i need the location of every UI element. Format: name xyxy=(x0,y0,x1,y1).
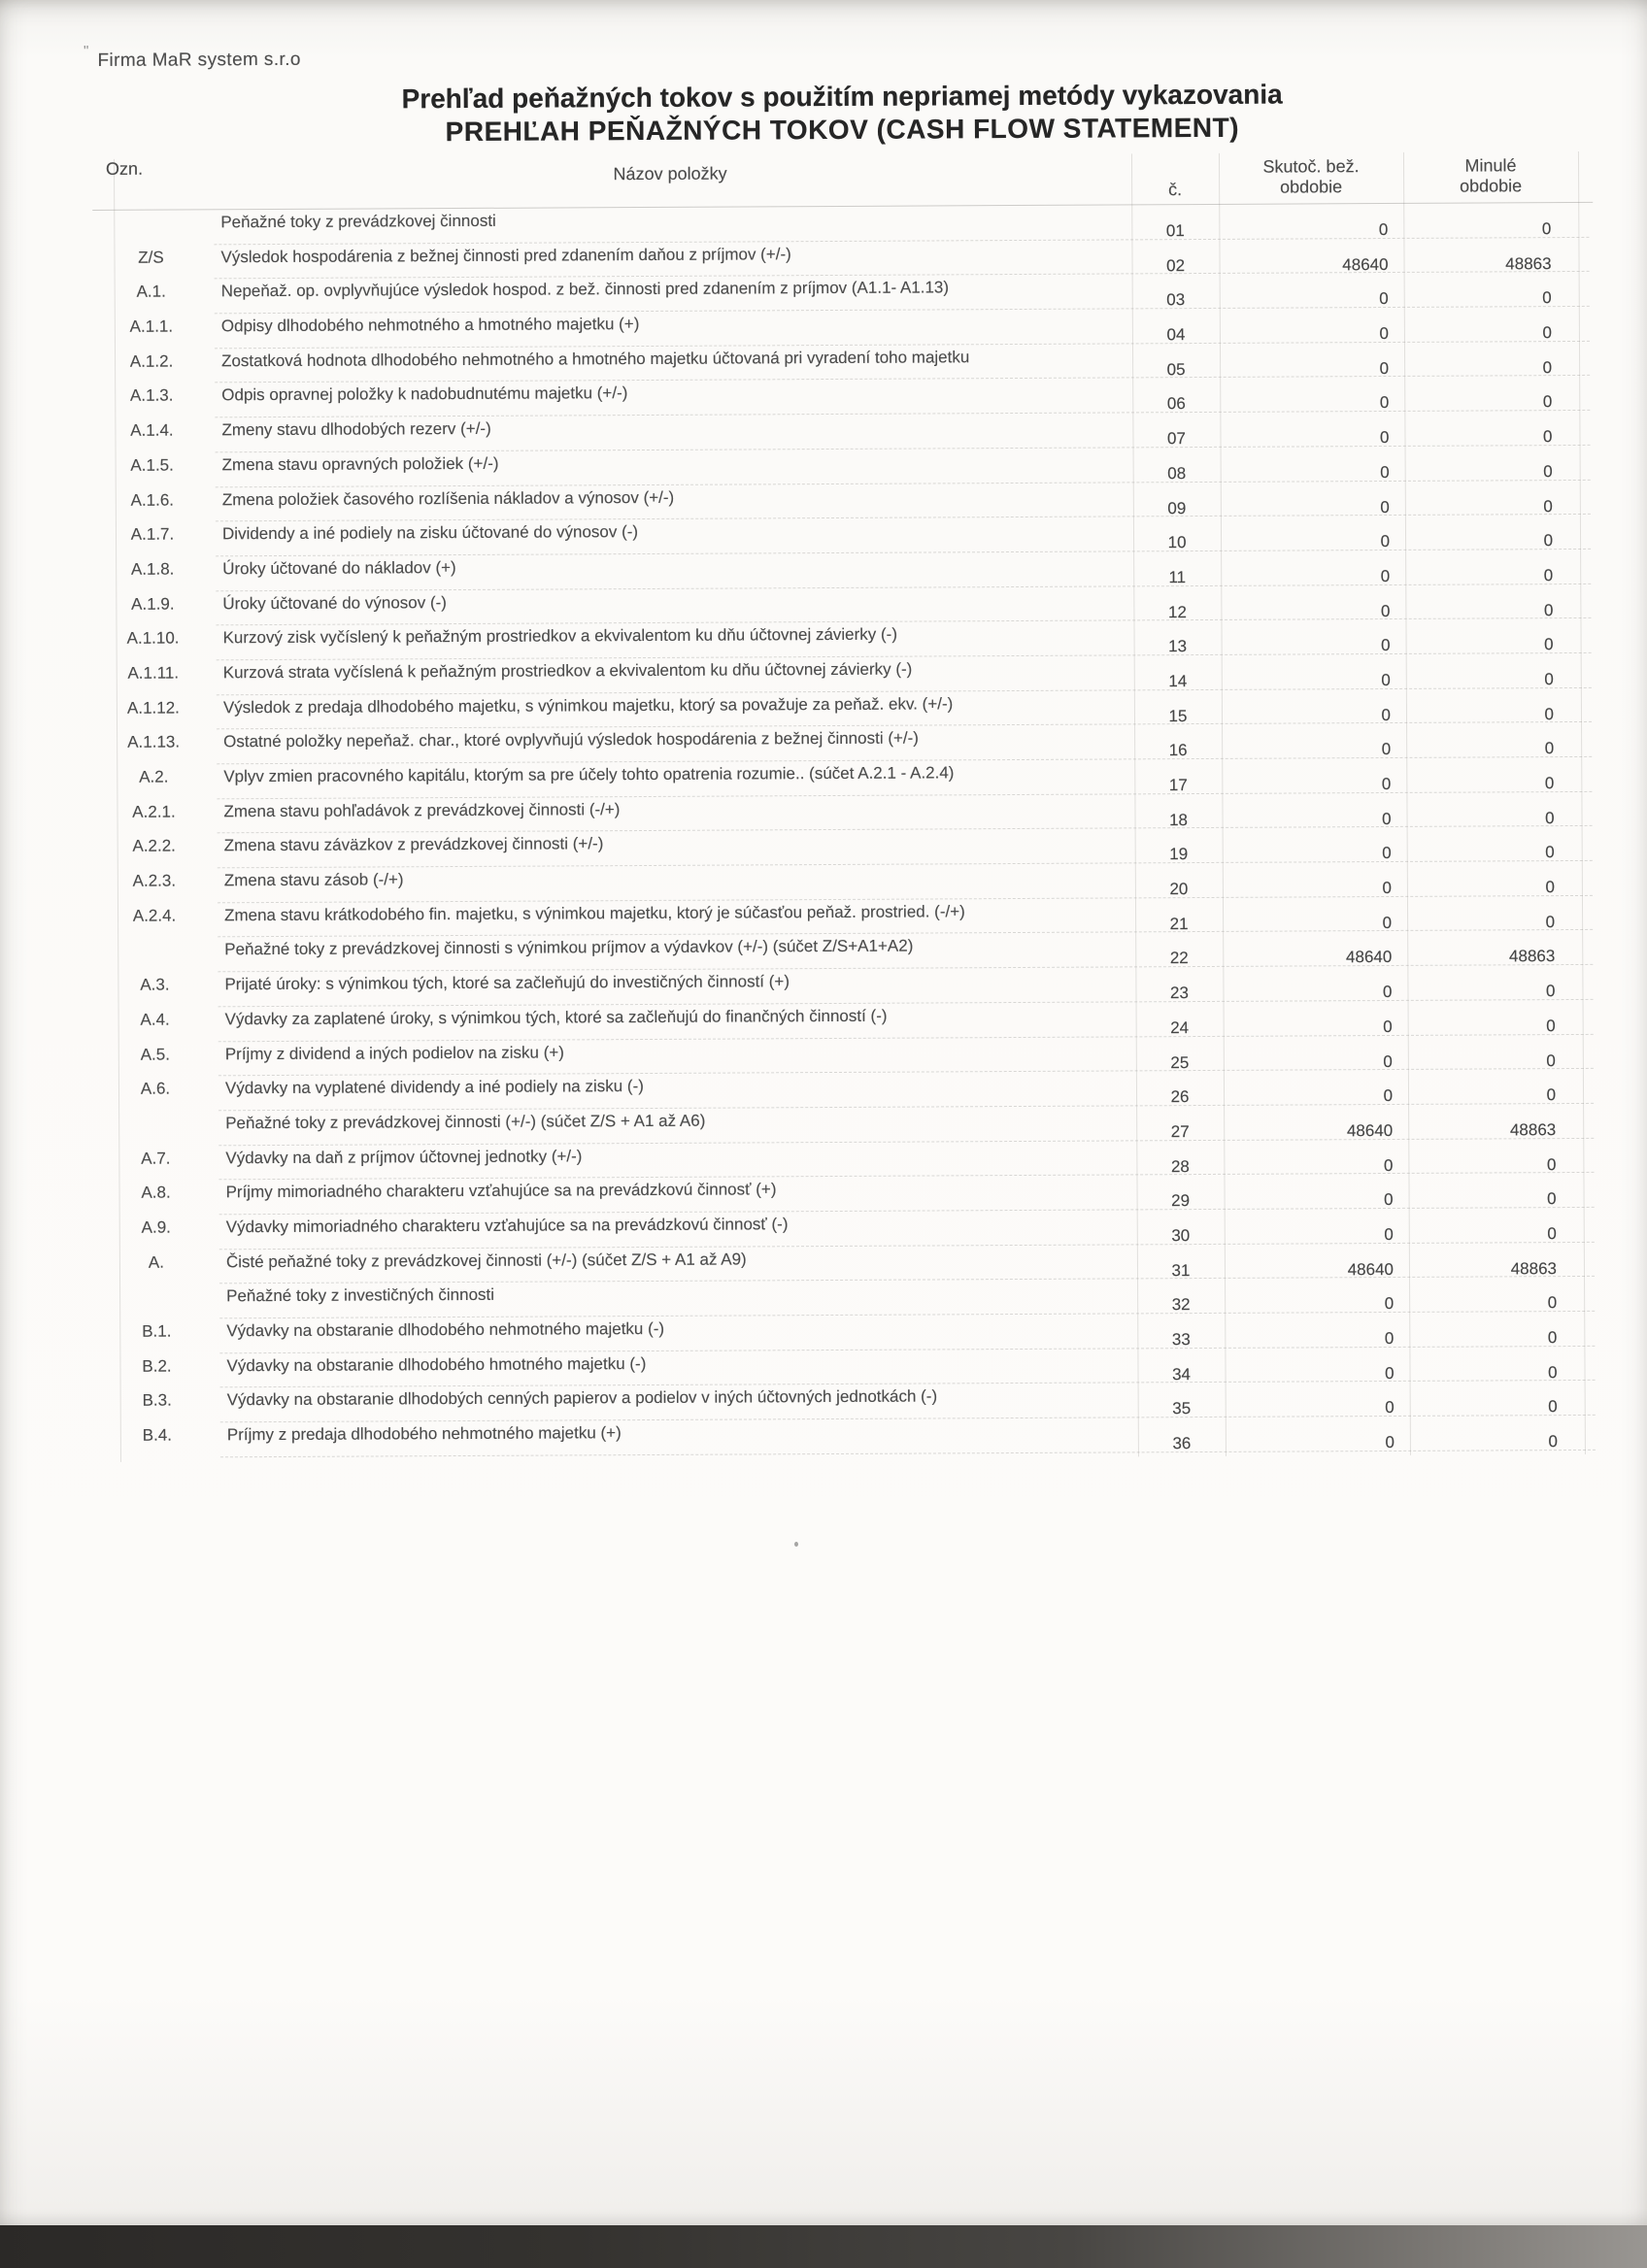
row-ozn: Z/S xyxy=(138,248,164,267)
header-name: Názov položky xyxy=(613,163,727,184)
row-number: 07 xyxy=(1166,429,1186,449)
row-label: Peňažné toky z investičných činnosti xyxy=(226,1285,495,1306)
cashflow-rows xyxy=(92,203,1599,1468)
row-previous-value: 48863 xyxy=(1505,253,1552,274)
row-number: 32 xyxy=(1171,1295,1191,1315)
row-previous-value: 0 xyxy=(1544,670,1554,689)
header-current-line1: Skutoč. bež. xyxy=(1262,156,1360,177)
row-previous-value: 0 xyxy=(1547,1328,1558,1348)
row-label: Výdavky na obstaranie dlhodobých cenných papierov a podielov v iných účtovných jednotkách (-) xyxy=(226,1386,938,1410)
row-current-value: 0 xyxy=(1382,913,1393,932)
cashflow-table xyxy=(92,150,1599,1468)
row-label: Výdavky na obstaranie dlhodobého nehmotného majetku (-) xyxy=(226,1318,665,1341)
row-label: Výsledok z predaja dlhodobého majetku, s výnimkou majetku, ktorý sa považuje za peňaž. ekv. (+/-) xyxy=(222,693,954,717)
row-ozn: A.4. xyxy=(140,1010,170,1029)
document-content xyxy=(91,43,1599,1468)
row-ozn: A.2. xyxy=(139,767,169,786)
row-previous-value: 0 xyxy=(1543,496,1553,516)
row-number: 34 xyxy=(1172,1364,1192,1384)
company-name: Firma MaR system s.r.o xyxy=(97,49,301,71)
row-label: Výdavky na vyplatené dividendy a iné podiely na zisku (-) xyxy=(224,1077,644,1098)
row-ozn: A.1.8. xyxy=(130,559,175,579)
scan-speck-artifact xyxy=(794,1542,798,1547)
row-label: Zmena položiek časového rozlíšenia nákladov a výnosov (+/-) xyxy=(221,487,675,509)
row-current-value: 0 xyxy=(1385,1398,1395,1418)
row-ozn: A.9. xyxy=(141,1217,171,1237)
row-previous-value: 0 xyxy=(1545,843,1555,862)
row-previous-value: 0 xyxy=(1542,357,1553,377)
row-current-value: 0 xyxy=(1380,532,1391,551)
row-current-value: 0 xyxy=(1383,1017,1393,1036)
row-label: Odpis opravnej položky k nadobudnutému majetku (+/-) xyxy=(221,384,628,405)
row-number: 05 xyxy=(1166,359,1186,379)
row-label: Výdavky za zaplatené úroky, s výnimkou tých, ktoré sa začleňujú do finančných činností (-) xyxy=(224,1006,888,1029)
row-previous-value: 48863 xyxy=(1510,1258,1558,1278)
header-previous-line2: obdobie xyxy=(1460,176,1523,196)
row-number: 08 xyxy=(1167,463,1187,483)
row-current-value: 0 xyxy=(1379,289,1389,309)
row-number: 33 xyxy=(1171,1330,1191,1350)
row-number: 13 xyxy=(1168,637,1188,656)
row-previous-value: 0 xyxy=(1544,704,1555,723)
row-number: 02 xyxy=(1166,255,1186,275)
table-row xyxy=(99,1416,1599,1458)
row-label: Príjmy mimoriadného charakteru vzťahujúce sa na prevádzkovú činnosť (+) xyxy=(225,1180,777,1202)
document-subtitle: PREHĽAH PEŇAŽNÝCH TOKOV (CASH FLOW STATEMENT) xyxy=(445,112,1240,148)
row-number: 29 xyxy=(1171,1191,1191,1211)
row-previous-value: 0 xyxy=(1546,1154,1557,1174)
row-ozn: A.1.7. xyxy=(130,524,175,544)
row-label: Zmena stavu krátkodobého fin. majetku, s výnimkou majetku, ktorý je súčasťou peňaž. prostried. (-/+) xyxy=(223,902,965,925)
row-label: Zmena stavu pohľadávok z prevádzkovej činnosti (-/+) xyxy=(223,799,621,820)
row-label: Zmena stavu opravných položiek (+/-) xyxy=(221,453,499,475)
row-ozn xyxy=(96,938,213,973)
row-previous-value: 0 xyxy=(1544,739,1555,758)
row-previous-value: 0 xyxy=(1548,1432,1558,1451)
row-ozn: A.2.1. xyxy=(132,802,176,821)
row-ozn xyxy=(98,1284,215,1319)
row-previous-value: 0 xyxy=(1546,1085,1557,1105)
row-label: Kurzový zisk vyčíslený k peňažným prostriedkov a ekvivalentom ku dňu účtovnej závierky (-) xyxy=(222,624,898,648)
header-ozn: Ozn. xyxy=(105,158,144,179)
row-previous-value: 0 xyxy=(1543,461,1553,481)
header-current-period xyxy=(1219,156,1403,198)
row-current-value: 0 xyxy=(1380,497,1390,517)
row-ozn: A.2.4. xyxy=(132,906,177,925)
row-ozn: A.5. xyxy=(140,1045,170,1064)
row-previous-value: 0 xyxy=(1545,808,1555,827)
row-current-value: 0 xyxy=(1383,1051,1393,1071)
row-number: 31 xyxy=(1171,1260,1191,1280)
row-number: 20 xyxy=(1169,880,1189,899)
row-label: Zmeny stavu dlhodobých rezerv (+/-) xyxy=(221,418,491,440)
row-label: Odpisy dlhodobého nehmotného a hmotného majetku (+) xyxy=(220,315,640,336)
row-current-value: 0 xyxy=(1380,601,1391,620)
row-number: 06 xyxy=(1166,394,1186,414)
row-ozn: B.4. xyxy=(142,1425,173,1445)
row-current-value: 48640 xyxy=(1345,948,1393,967)
row-current-value: 48640 xyxy=(1346,1120,1394,1141)
row-number: 23 xyxy=(1169,984,1189,1003)
header-num: č. xyxy=(1168,180,1183,200)
row-label: Zostatková hodnota dlhodobého nehmotného a hmotného majetku účtovaná pri vyradení toho majetku xyxy=(221,348,970,371)
row-current-value: 0 xyxy=(1385,1363,1395,1383)
row-ozn: B.2. xyxy=(142,1356,172,1376)
row-ozn: A.1.1. xyxy=(129,317,174,336)
row-number: 01 xyxy=(1165,221,1185,241)
row-previous-value: 0 xyxy=(1547,1189,1557,1209)
row-label: Zmena stavu záväzkov z prevádzkovej činnosti (+/-) xyxy=(223,834,604,855)
row-label: Dividendy a iné podiely na zisku účtované do výnosov (-) xyxy=(221,522,639,544)
row-current-value: 0 xyxy=(1381,774,1392,794)
row-label: Nepeňaž. op. ovplyvňujúce výsledok hospod. z bež. činnosti pred zdanením z príjmov (A1.1- A1.13) xyxy=(220,278,950,301)
row-number: 22 xyxy=(1169,949,1189,968)
row-previous-value: 0 xyxy=(1546,1051,1556,1070)
row-number: 11 xyxy=(1168,567,1187,587)
row-current-value: 0 xyxy=(1382,983,1393,1002)
row-previous-value: 0 xyxy=(1544,635,1554,654)
row-current-value: 0 xyxy=(1379,358,1390,378)
row-current-value: 0 xyxy=(1381,670,1391,689)
row-current-value: 0 xyxy=(1379,428,1390,448)
row-ozn: A.8. xyxy=(141,1183,171,1202)
row-ozn: A.1.3. xyxy=(129,385,174,406)
row-number: 28 xyxy=(1170,1156,1190,1176)
row-label: Výsledok hospodárenia z bežnej činnosti pred zdanením daňou z príjmov (+/-) xyxy=(220,244,791,266)
row-number: 15 xyxy=(1168,706,1188,725)
row-ozn: A.1.2. xyxy=(129,351,174,371)
row-number: 30 xyxy=(1171,1226,1191,1246)
row-ozn: A.1.6. xyxy=(130,490,175,510)
row-ozn: A.1.11. xyxy=(127,663,180,683)
row-number: 09 xyxy=(1167,498,1187,517)
scan-edge-artifact xyxy=(0,2225,1647,2268)
row-ozn: A.1.10. xyxy=(126,628,180,649)
row-current-value: 0 xyxy=(1385,1433,1395,1452)
row-previous-value: 0 xyxy=(1547,1293,1558,1313)
row-current-value: 0 xyxy=(1381,740,1392,759)
scan-mark-artifact: " xyxy=(84,43,89,59)
row-current-value: 0 xyxy=(1379,393,1390,413)
row-number: 12 xyxy=(1167,602,1187,621)
row-ozn: A.1. xyxy=(136,282,166,302)
row-previous-value: 0 xyxy=(1543,531,1554,550)
row-number: 14 xyxy=(1168,672,1188,691)
row-label: Peňažné toky z prevádzkovej činnosti xyxy=(220,211,496,232)
row-ozn: A.1.5. xyxy=(130,455,174,475)
row-number: 17 xyxy=(1168,776,1188,795)
row-label: Čisté peňažné toky z prevádzkovej činnosti (+/-) (súčet Z/S + A1 až A9) xyxy=(225,1250,747,1271)
row-current-value: 0 xyxy=(1384,1190,1394,1210)
row-label: Úroky účtované do výnosov (-) xyxy=(222,592,447,613)
row-current-value: 0 xyxy=(1381,636,1391,655)
row-current-value: 0 xyxy=(1382,879,1392,898)
row-current-value: 0 xyxy=(1384,1224,1394,1244)
row-current-value: 0 xyxy=(1378,219,1389,240)
row-ozn: B.1. xyxy=(142,1321,172,1341)
row-label: Príjmy z dividend a iných podielov na zisku (+) xyxy=(224,1042,564,1063)
row-ozn xyxy=(97,1111,214,1146)
row-previous-value: 0 xyxy=(1542,323,1552,343)
row-number: 04 xyxy=(1166,325,1186,345)
row-previous-value: 0 xyxy=(1545,878,1555,897)
table-header xyxy=(92,150,1593,211)
row-number: 16 xyxy=(1168,741,1188,760)
row-previous-value: 0 xyxy=(1548,1397,1558,1417)
row-previous-value: 0 xyxy=(1542,427,1553,447)
row-ozn: A. xyxy=(148,1252,164,1272)
row-label: Peňažné toky z prevádzkovej činnosti s výnimkou príjmov a výdavkov (+/-) (súčet Z/S+A1+A2) xyxy=(224,937,914,959)
row-label: Zmena stavu zásob (-/+) xyxy=(223,870,404,890)
row-label: Príjmy z predaja dlhodobého nehmotného majetku (+) xyxy=(226,1423,622,1445)
row-number: 03 xyxy=(1166,290,1186,310)
row-previous-value: 0 xyxy=(1545,912,1556,931)
row-previous-value: 0 xyxy=(1542,288,1552,308)
row-ozn: A.3. xyxy=(140,975,170,994)
row-current-value: 0 xyxy=(1380,462,1390,482)
row-ozn: B.3. xyxy=(142,1390,172,1411)
row-ozn: A.7. xyxy=(141,1149,171,1168)
row-current-value: 48640 xyxy=(1347,1259,1395,1279)
row-current-value: 0 xyxy=(1384,1294,1395,1314)
row-label: Výdavky na daň z príjmov účtovnej jednotky (+/-) xyxy=(225,1146,583,1167)
row-label: Ostatné položky nepeňaž. char., ktoré ovplyvňujú výsledok hospodárenia z bežnej činnosti (+/-) xyxy=(223,728,919,751)
row-current-value: 48640 xyxy=(1342,254,1389,274)
row-label: Peňažné toky z prevádzkovej činnosti (+/-) (súčet Z/S + A1 až A6) xyxy=(225,1111,706,1133)
row-previous-value: 48863 xyxy=(1508,947,1556,966)
row-ozn: A.6. xyxy=(140,1079,171,1098)
row-number: 26 xyxy=(1170,1087,1190,1107)
row-label: Kurzová strata vyčíslená k peňažným prostriedkov a ekvivalentom ku dňu účtovnej závierky (-) xyxy=(222,659,913,683)
header-previous-line1: Minulé xyxy=(1464,155,1517,176)
row-number: 25 xyxy=(1170,1052,1190,1072)
row-ozn: A.1.4. xyxy=(130,420,174,440)
row-current-value: 0 xyxy=(1382,809,1392,828)
row-current-value: 0 xyxy=(1384,1328,1395,1349)
row-current-value: 0 xyxy=(1379,324,1389,344)
row-previous-value: 0 xyxy=(1542,392,1553,412)
row-ozn: A.2.2. xyxy=(132,836,176,856)
row-number: 21 xyxy=(1169,914,1189,933)
row-previous-value: 48863 xyxy=(1509,1119,1557,1140)
header-current-line2: obdobie xyxy=(1280,177,1343,197)
row-ozn: A.1.13. xyxy=(127,732,181,752)
row-number: 36 xyxy=(1172,1434,1192,1453)
row-ozn: A.2.3. xyxy=(132,871,177,890)
row-number: 18 xyxy=(1169,810,1189,829)
row-label: Vplyv zmien pracovného kapitálu, ktorým sa pre účely tohto opatrenia rozumie.. (súčet A.2.1 - A.2.4) xyxy=(223,763,955,786)
row-label: Prijaté úroky: s výnimkou tých, ktoré sa začleňujú do investičných činností (+) xyxy=(224,972,790,994)
row-label: Úroky účtované do nákladov (+) xyxy=(222,557,456,579)
row-previous-value: 0 xyxy=(1545,982,1556,1001)
row-previous-value: 0 xyxy=(1543,600,1554,619)
row-previous-value: 0 xyxy=(1546,1016,1556,1035)
row-ozn: A.1.12. xyxy=(126,698,180,717)
row-current-value: 0 xyxy=(1382,844,1392,863)
row-number: 35 xyxy=(1172,1399,1192,1418)
document-title: Prehľad peňažných tokov s použitím nepriamej metódy vykazovania xyxy=(401,79,1283,115)
row-previous-value: 0 xyxy=(1544,774,1555,793)
row-previous-value: 0 xyxy=(1541,219,1552,239)
row-previous-value: 0 xyxy=(1548,1362,1558,1382)
header-previous-period xyxy=(1403,155,1578,197)
row-ozn xyxy=(92,210,209,245)
row-label: Výdavky mimoriadného charakteru vzťahujúce sa na prevádzkovú činnosť (-) xyxy=(225,1215,789,1237)
row-ozn: A.1.9. xyxy=(131,594,175,614)
row-number: 27 xyxy=(1170,1121,1190,1142)
row-current-value: 0 xyxy=(1381,705,1392,724)
row-previous-value: 0 xyxy=(1543,565,1554,585)
row-current-value: 0 xyxy=(1383,1086,1394,1106)
row-label: Výdavky na obstaranie dlhodobého hmotného majetku (-) xyxy=(226,1353,647,1375)
row-number: 10 xyxy=(1167,533,1187,552)
row-previous-value: 0 xyxy=(1547,1224,1557,1244)
row-number: 24 xyxy=(1170,1017,1190,1037)
row-current-value: 0 xyxy=(1383,1155,1394,1175)
row-current-value: 0 xyxy=(1380,566,1391,585)
row-number: 19 xyxy=(1169,845,1189,864)
